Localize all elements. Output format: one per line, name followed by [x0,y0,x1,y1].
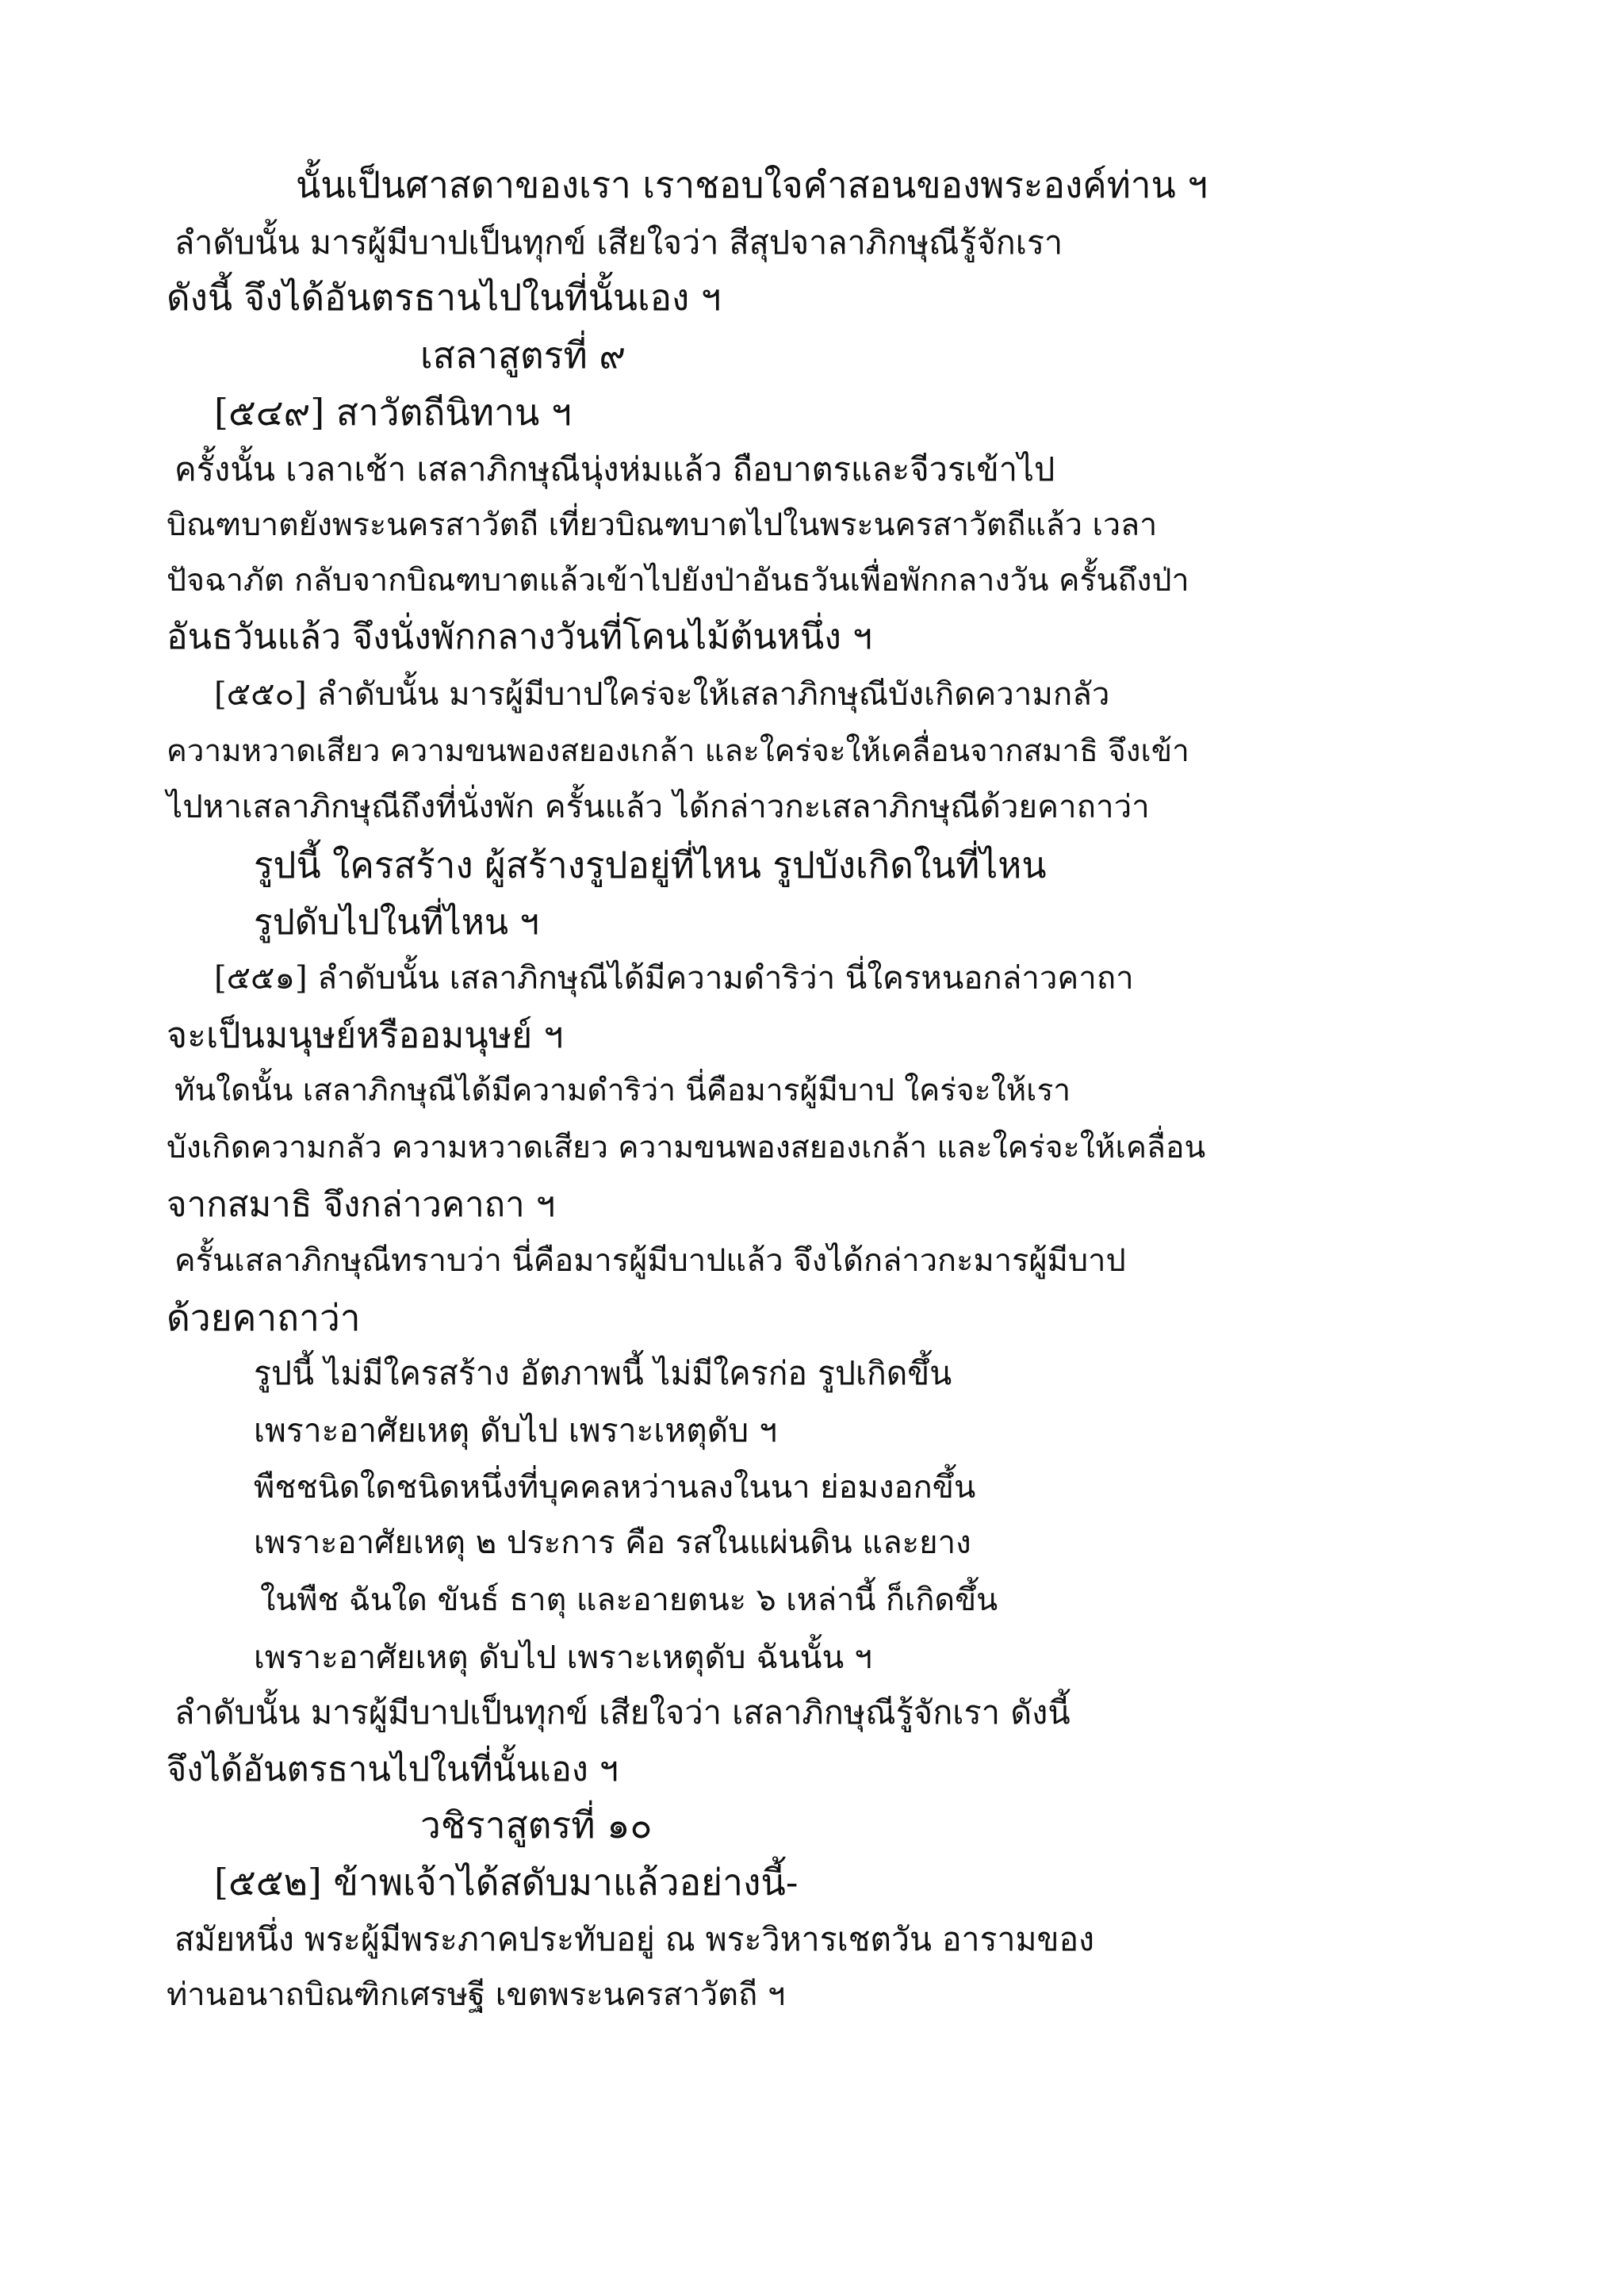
verse-line: ในพืช ฉันใด ขันธ์ ธาตุ และอายตนะ ๖ เหล่านี้ ก็เกิดขึ้น [260,1582,998,1618]
text-line: [๕๕๐] ลำดับนั้น มารผู้มีบาปใคร่จะให้เสลาภิกษุณีบังเกิดความกลัว [214,676,1110,713]
text-line: ครั้งนั้น เวลาเช้า เสลาภิกษุณีนุ่งห่มแล้ว ถือบาตรและจีวรเข้าไป [174,450,1055,488]
text-line: ท่านอนาถบิณฑิกเศรษฐี เขตพระนครสาวัตถี ฯ [167,1976,786,2013]
verse-line: พืชชนิดใดชนิดหนึ่งที่บุคคลหว่านลงในนา ย่อมงอกขึ้น [254,1469,976,1506]
text-line: ไปหาเสลาภิกษุณีถึงที่นั่งพัก ครั้นแล้ว ได้กล่าวกะเสลาภิกษุณีด้วยคาถาว่า [167,789,1150,825]
text-line: ทันใดนั้น เสลาภิกษุณีได้มีความดำริว่า นี่คือมารผู้มีบาป ใคร่จะให้เรา [174,1073,1071,1108]
text-line: จากสมาธิ จึงกล่าวคาถา ฯ [167,1184,556,1225]
text-line: จึงได้อันตรธานไปในที่นั้นเอง ฯ [167,1750,619,1789]
text-line: [๕๔๙] สาวัตถีนิทาน ฯ [214,391,572,434]
verse-line: เพราะอาศัยเหตุ ดับไป เพราะเหตุดับ ฯ [254,1411,778,1449]
section-heading: วชิราสูตรที่ ๑๐ [420,1804,653,1846]
text-line: ความหวาดเสียว ความขนพองสยองเกล้า และใคร่จะให้เคลื่อนจากสมาธิ จึงเข้า [167,733,1189,769]
verse-line: เพราะอาศัยเหตุ ๒ ประการ คือ รสในแผ่นดิน และยาง [254,1525,971,1561]
verse-line: เพราะอาศัยเหตุ ดับไป เพราะเหตุดับ ฉันนั้น ฯ [254,1638,872,1676]
verse-line: รูปดับไปในที่ไหน ฯ [254,902,539,943]
text-line: ปัจฉาภัต กลับจากบิณฑบาตแล้วเข้าไปยังป่าอันธวันเพื่อพักกลางวัน ครั้นถึงป่า [167,562,1189,599]
text-line: ครั้นเสลาภิกษุณีทราบว่า นี่คือมารผู้มีบาปแล้ว จึงได้กล่าวกะมารผู้มีบาป [174,1242,1126,1279]
text-line: [๕๕๑] ลำดับนั้น เสลาภิกษุณีได้มีความดำริว่า นี่ใครหนอกล่าวคาถา [214,960,1134,997]
text-line: ลำดับนั้น มารผู้มีบาปเป็นทุกข์ เสียใจว่า สีสุปจาลาภิกษุณีรู้จักเรา [174,224,1063,262]
text-line: [๕๕๒] ข้าพเจ้าได้สดับมาแล้วอย่างนี้- [214,1861,799,1904]
text-line: ดังนี้ จึงได้อันตรธานไปในที่นั้นเอง ฯ [167,277,722,319]
text-line: นั้นเป็นศาสดาของเรา เราชอบใจคำสอนของพระองค์ท่าน ฯ [296,164,1208,206]
text-line: ลำดับนั้น มารผู้มีบาปเป็นทุกข์ เสียใจว่า เสลาภิกษุณีรู้จักเรา ดังนี้ [174,1693,1071,1732]
text-line: ด้วยคาถาว่า [167,1296,361,1339]
section-heading: เสลาสูตรที่ ๙ [420,334,626,377]
text-line: สมัยหนึ่ง พระผู้มีพระภาคประทับอยู่ ณ พระวิหารเชตวัน อารามของ [174,1920,1095,1958]
text-line: อันธวันแล้ว จึงนั่งพักกลางวันที่โคนไม้ต้นหนึ่ง ฯ [167,617,872,657]
text-line: บิณฑบาตยังพระนครสาวัตถี เที่ยวบิณฑบาตไปในพระนครสาวัตถีแล้ว เวลา [167,507,1158,543]
verse-line: รูปนี้ ใครสร้าง ผู้สร้างรูปอยู่ที่ไหน รูปบังเกิดในที่ไหน [254,844,1047,886]
text-line: บังเกิดความกลัว ความหวาดเสียว ความขนพองสยองเกล้า และใคร่จะให้เคลื่อน [167,1130,1206,1165]
verse-line: รูปนี้ ไม่มีใครสร้าง อัตภาพนี้ ไม่มีใครก่อ รูปเกิดขึ้น [254,1354,952,1392]
text-line: จะเป็นมนุษย์หรืออมนุษย์ ฯ [167,1015,564,1056]
